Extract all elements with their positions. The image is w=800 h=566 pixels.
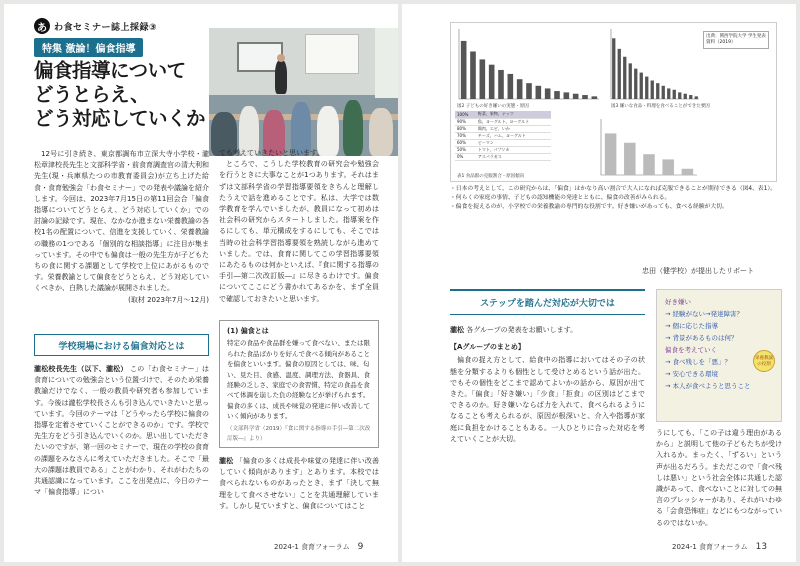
- column-right: [219, 148, 379, 305]
- section-title: 学校現場における偏食対応とは: [34, 334, 209, 356]
- table-cell: 鶏肉、エビ、いか: [476, 125, 551, 132]
- chart-bar: [618, 49, 621, 99]
- chart-bar: [684, 94, 687, 99]
- body-text: 偏食の捉え方として、給食中の指導においてはその子の状態を分類するよりも個性として受けとめるという話が出た。でもその個性をどこまで認めてよいかの話から、原因が出てきた。「偏食」「好き嫌い」「少食」「拒食」の区別はどこまでできるのか。好き嫌いならば力を入れて、食べられるようになることも考えられるが、原因が根深いと、介入や指導が家庭に負担をかけることもある。一人ひとりに合った対応を考えていくことが大切。: [450, 356, 645, 443]
- figure-caption: 図3 嫌いな食品・料理を食べることができた要因: [611, 104, 710, 109]
- column-right: [656, 428, 782, 529]
- body-text: ところで、こうした学校教育の研究会や勉強会を行うときに大事なことが1つあります。それはまずは文部科学省の学習指導要領をきちんと理解したうえで話を進めることです。私は、大学では数学教育を学んでいましたが、教員になって初めは社会科の研究からスタートしました。指導案を作るにしても、単元構成をするにしても、そこでは当時の社会科学習指導要領を熟読しながら進めていました。では、食育に関してこの学習指導要領にあたるものは何かといえば、『食に関する指導の手引―第二次改訂版―』に尽きるわけです。偏食についてここにどう書かれてあるかを、まず全員で確認しておきたいと思います。: [219, 160, 379, 303]
- table-cell: 90%: [455, 118, 476, 125]
- table-row: [455, 139, 551, 146]
- guideline-title: (1) 偏食とは: [227, 327, 269, 335]
- whiteboard-line: → 個に応じた指導: [665, 322, 719, 330]
- food-table: [455, 111, 551, 161]
- chart-bar: [624, 143, 636, 175]
- page-footer: [274, 542, 363, 552]
- intro-text: [34, 149, 209, 306]
- chart-bar: [673, 90, 676, 99]
- right-page: [402, 4, 796, 562]
- group-label: 【Aグループのまとめ】: [450, 343, 525, 352]
- table-row: [455, 125, 551, 132]
- bullet-item: ・偏食を捉えるのが、小学校での栄養教諭の専門的な役割です。好き嫌いがあっても、食べる経験が大切。: [450, 203, 728, 210]
- bullet-list: [450, 185, 777, 211]
- chart-bar: [564, 92, 570, 99]
- table-cell: 魚、ヨーグルト、ヨーグルト: [476, 118, 551, 125]
- page-footer: [672, 542, 767, 552]
- whiteboard-line: → 安心できる環境: [665, 370, 719, 378]
- series-badge-icon: あ: [34, 18, 50, 34]
- column-left: [34, 364, 209, 498]
- table-cell: ピーマン: [476, 139, 551, 146]
- body-text: 「偏食の多くは成長や味覚の発達に伴い改善していく傾向があります」とあります。本校では食べられないものがあったとき、まず「決して無理をして食べさせない」ことを共通理解しています。しかし見ていますと、偏食についてはこと: [219, 457, 380, 510]
- speaker-label: 瀧松: [450, 326, 464, 334]
- intro-paragraph: 12号に引き続き、東京都調布市立深大寺小学校・瀧松章津校長先生と文部科学省・前食育調査官の清大利和先生(現・兵庫県たつの市教育委員会)が立ち上げた給食・食育勉強会「わ食セミナー」での発表や議論を紹介します。今回は、2023年7月15日の第11回会合「偏食指導についてどうとらえ、どう対応していくか」での討論の記録です。現在、なかなか進まない栄養教諭の各校1名の配置について、信進を支援していく、栄養教諭の職務の1つである「個別的な相談指導」に注目が集まっています。その中でも偏食は一般の先生方が子どもたちの食に関する課題として学校で上位にあがるものです。栄養教諭として偏食をどうとらえ、どう対応していくべきか、白熱した議論が展開されました。: [34, 150, 209, 293]
- table-cell: 50%: [455, 146, 476, 153]
- whiteboard-line: 好き嫌い: [665, 298, 691, 306]
- step-title: ステップを踏んだ対応が大切では: [450, 289, 645, 315]
- table-caption: 表1 食品群の克服割合・原因傾向: [457, 174, 525, 179]
- column-left: [450, 325, 645, 445]
- table-cell: チーズ、ハム、ヨーグルト: [476, 132, 551, 139]
- chart-bar: [612, 38, 615, 99]
- table-cell: 野菜、果物、ナッツ: [476, 111, 551, 118]
- bullet-item: ・日本の考えとして、この研究からは、「偏食」はかなり高い割合で大人になれば克服できることが期待できる（図4、表1）。: [450, 186, 777, 192]
- speaker-label: 瀧松校長先生（以下、瀧松）: [34, 365, 128, 373]
- whiteboard-line: → 経験がない→発達障害？: [665, 310, 743, 318]
- chart-bar: [634, 69, 637, 99]
- chart-bar: [592, 96, 598, 99]
- whiteboard-line: → 食べ残しを「悪」？: [665, 358, 732, 366]
- table-row: [455, 118, 551, 125]
- chart-bar: [629, 63, 632, 99]
- figure-note: 出典：関西学院大学 学生発表資料（2019）: [703, 31, 769, 49]
- chart-bar: [573, 94, 579, 99]
- table-row: [455, 153, 551, 160]
- table-cell: アスパラガス: [476, 153, 551, 160]
- footer-label: 2024-1 食育フォーラム: [274, 543, 350, 551]
- feature-tag: 特集 激論！偏食指導: [34, 38, 143, 57]
- series-header: [34, 18, 157, 34]
- table-row: [455, 111, 551, 118]
- figure-panel: [450, 22, 777, 182]
- chart-bar: [605, 133, 617, 175]
- body-text: うにしても、「この子は違う理由があるから」と説明して他の子どもたちが受け入れるか。まったく、「ずるい」という声が出るだろう。まただこので「食べ残しは悪い」という社会全体に共通した認識があって、食べないことに対しての無言のプレッシャーがあり、それがいわゆる「会食恐怖症」などにもつながっているのではないか。: [656, 429, 782, 527]
- headline-line: 偏食指導について: [34, 59, 186, 82]
- table-cell: 100%: [455, 111, 476, 118]
- guideline-source: （文部科学省（2019）『食に関する指導の手引―第二次改訂版―』より）: [227, 425, 371, 443]
- chart-bar: [517, 79, 523, 99]
- chart-bar: [645, 77, 648, 99]
- footer-label: 2024-1 食育フォーラム: [672, 543, 748, 551]
- chart-bar: [480, 59, 486, 99]
- table-cell: 60%: [455, 139, 476, 146]
- table-cell: 70%: [455, 132, 476, 139]
- chart-bar: [695, 96, 698, 99]
- guideline-text: 特定の食品や食品群を嫌って食べない、または限られた食品ばかりを好んで食べる傾向があることを偏食といいます。偏食の原因としては、味、匂い、見た目、食感、温度、調理方法、食器具、食経験の乏しさ、家庭での食習慣、特定の食品を食べて体調を崩した負の経験などが挙げられます。偏食の多くは、成長や味覚の発達に伴い改善していく傾向があります。: [227, 339, 370, 421]
- whiteboard-photo: [656, 289, 782, 422]
- body-text: ても考えていきたいと思います。: [219, 149, 324, 157]
- chart-bar: [689, 95, 692, 99]
- sticky-note: 栄養教諭の役割: [753, 350, 775, 372]
- series-label: わ食セミナー誌上採録③: [54, 22, 158, 33]
- page-number: 9: [357, 542, 364, 552]
- chart-bar: [508, 74, 514, 99]
- speaker-label: 瀧松: [219, 457, 234, 465]
- whiteboard-line: → 背景があるものは何？: [665, 334, 738, 342]
- table-cell: 0%: [455, 153, 476, 160]
- bullet-item: ・何らくの家庭の事情、子どもの認知機能の発達とともに、偏食の改善がみられる。: [450, 194, 671, 201]
- whiteboard-line: → 本人が食べようと思うこと: [665, 382, 751, 390]
- table-row: [455, 132, 551, 139]
- table-cell: トマト、パプリカ: [476, 146, 551, 153]
- chart-bar: [651, 81, 654, 99]
- chart-bar: [623, 57, 626, 99]
- guideline-box: [219, 320, 379, 448]
- chart-bar: [545, 88, 551, 99]
- headline-line: どう対応していくか: [34, 107, 206, 130]
- intro-date: (取材 2023年7月〜12月): [128, 295, 209, 304]
- chart-bar: [678, 92, 681, 99]
- headline-line: どうとらえ、: [34, 83, 150, 106]
- chart-bar: [461, 41, 467, 99]
- chart-bar: [640, 73, 643, 99]
- body-text: この「わ食セミナー」は食育についての勉強会という位置づけで、そのため栄養教諭だけでなく、一般の教員や研究者も参加しています。今後は瀧松学校長さんも引き込んでいきたいと思っています。今回のテーマは「どうやったら学校に偏食の指導を定着させていくことができるのか」です。学校で先生方をどう引き込んでいくのか。思い出していただきたいのですが、第一回のセミナーで、現在の学校の食育の課題をみなさんに考えていただきました。そこで「最大の課題は教員である」ことがわかり、それがわたちの共通認識になっています。ここを出発点に、今日のテーマ「偏食指導」につい: [34, 365, 210, 497]
- left-page: [4, 4, 398, 562]
- chart-bar: [489, 65, 495, 99]
- chart-bar: [682, 169, 694, 175]
- chart-bar: [667, 88, 670, 99]
- chart-bar: [526, 83, 532, 99]
- classroom-photo: [209, 28, 398, 156]
- table-row: [455, 146, 551, 153]
- page-number: 13: [755, 542, 768, 552]
- chart-bar: [662, 159, 674, 175]
- body-text: 各グループの発表をお願いします。: [466, 326, 578, 334]
- chart-bar: [582, 95, 588, 99]
- chart-bar: [498, 70, 504, 99]
- whiteboard-line: 偏食を考えていく: [665, 346, 717, 354]
- photo-caption: 忠田（健学校）が提出したリポート: [642, 267, 754, 275]
- headline: [34, 59, 214, 131]
- column-right-continued: [219, 456, 379, 512]
- figure-caption: 図2 子どもの好き嫌いの実態・原因: [457, 104, 529, 109]
- table-cell: 80%: [455, 125, 476, 132]
- chart-bar: [656, 83, 659, 99]
- chart-bar: [536, 86, 542, 99]
- chart-bar: [643, 154, 655, 175]
- chart-bar: [554, 91, 560, 99]
- chart-bar: [662, 86, 665, 99]
- chart-bar: [470, 51, 476, 99]
